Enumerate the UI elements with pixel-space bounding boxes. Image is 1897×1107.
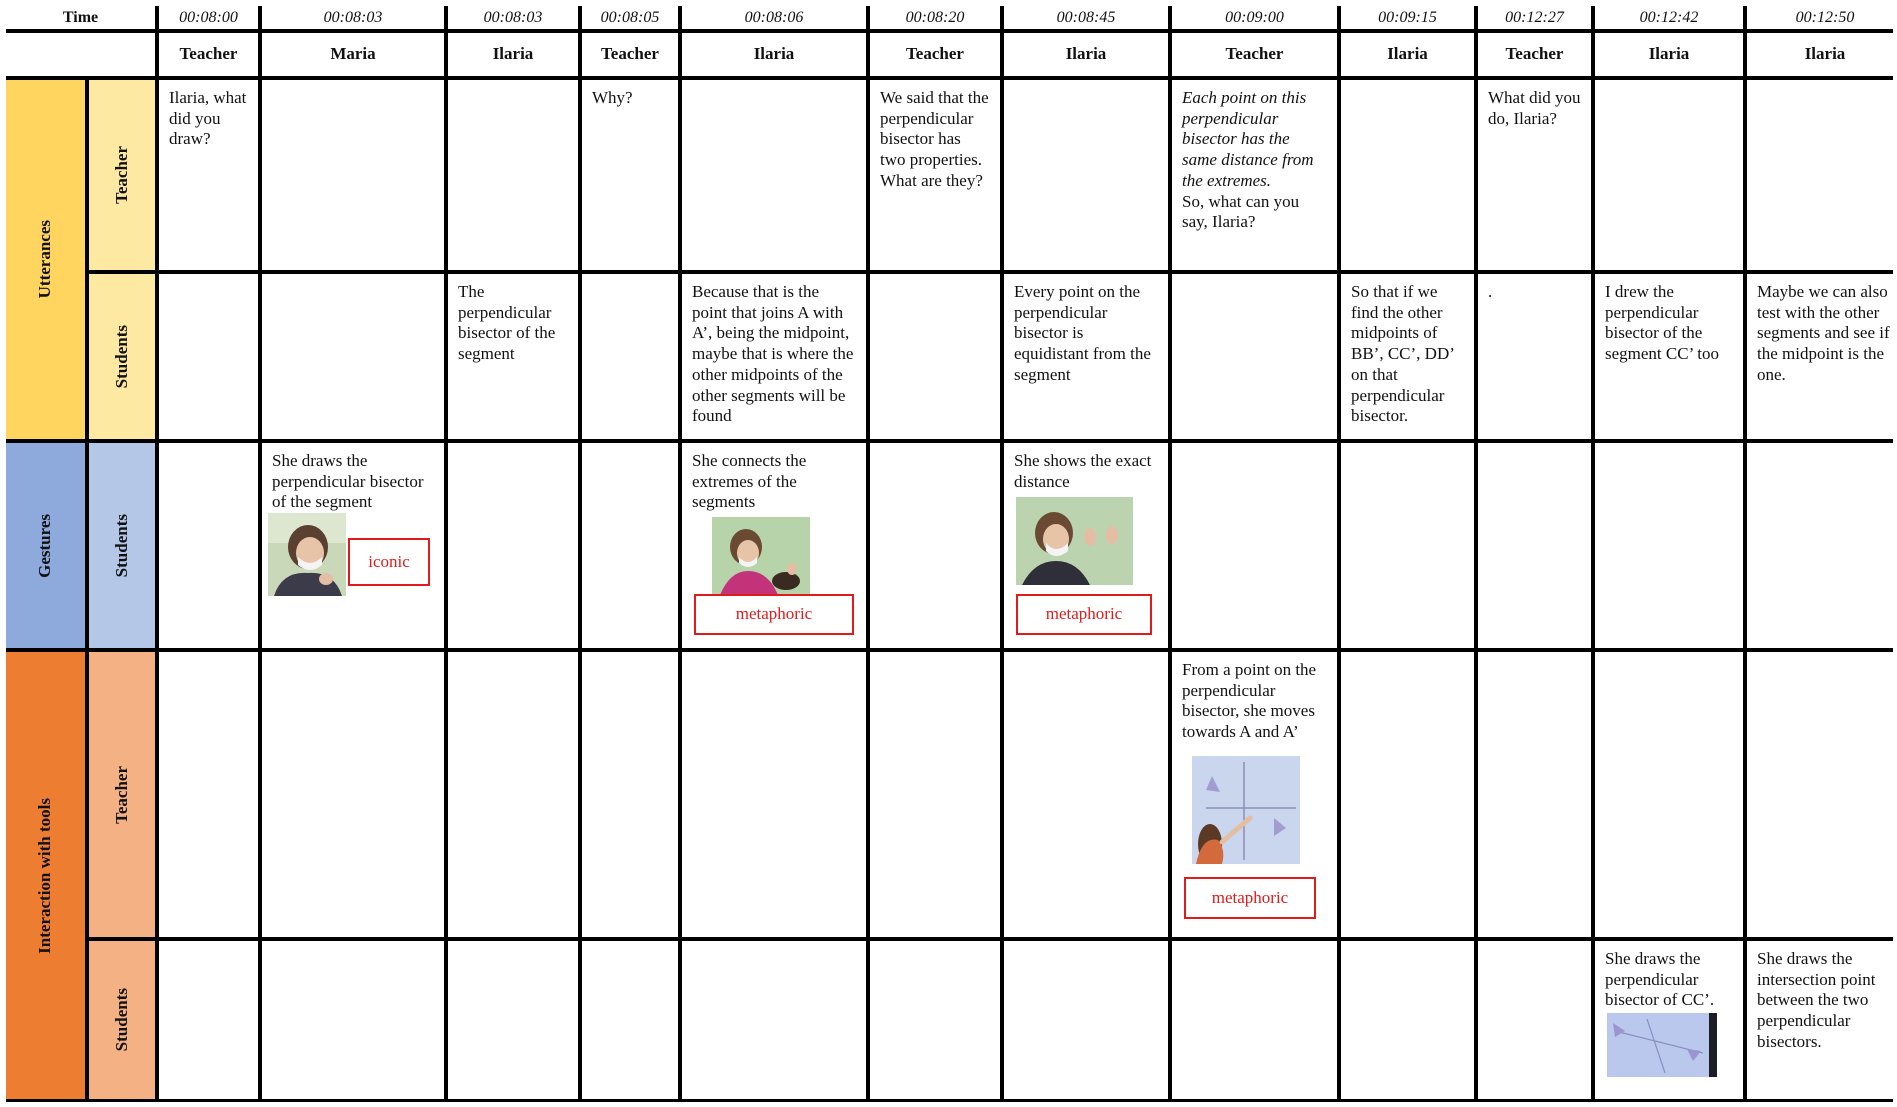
empty-cell (870, 443, 1000, 648)
gesture-photo (1016, 497, 1133, 585)
utterance-cell: Every point on the perpendicular bisector is equidistant from the segment (1004, 274, 1168, 439)
category-label: Gestures (35, 513, 55, 578)
subcategory-teacher (89, 652, 155, 937)
empty-cell (1341, 652, 1474, 937)
empty-cell (582, 274, 678, 439)
interaction-description: She draws the perpendicular bisector of CC’. (1605, 949, 1715, 1010)
time-cell: 00:12:50 (1747, 6, 1897, 29)
empty-cell (870, 274, 1000, 439)
empty-cell (1478, 941, 1591, 1099)
subcategory-label: Teacher (111, 765, 131, 824)
gesture-photo (712, 517, 810, 595)
gesture-cell (1004, 443, 1168, 648)
student-photo-image (1016, 497, 1133, 585)
gesture-cell (682, 443, 866, 648)
speaker-cell: Teacher (1478, 33, 1591, 76)
speaker-cell: Teacher (582, 33, 678, 76)
speaker-cell: Teacher (159, 33, 258, 76)
utterance-cell: . (1478, 274, 1591, 439)
time-cell: 00:08:00 (159, 6, 258, 29)
empty-cell (262, 274, 444, 439)
whiteboard-photo-image (1192, 756, 1300, 864)
time-cell: 00:09:00 (1172, 6, 1337, 29)
empty-cell (1478, 652, 1591, 937)
utterance-cell: So that if we find the other midpoints of BB’, CC’, DD’ on that perpendicular bisector. (1341, 274, 1474, 439)
empty-cell (582, 941, 678, 1099)
time-header: Time (6, 6, 155, 29)
interaction-cell (1172, 652, 1337, 937)
empty-cell (1595, 652, 1743, 937)
empty-cell (1004, 652, 1168, 937)
utterance-cell (1172, 80, 1337, 270)
interaction-photo (1607, 1013, 1717, 1077)
empty-cell (682, 80, 866, 270)
empty-cell (1478, 443, 1591, 648)
empty-cell (582, 652, 678, 937)
gesture-cell (262, 443, 444, 648)
empty-cell (870, 941, 1000, 1099)
empty-cell (1341, 80, 1474, 270)
board-photo-image (1607, 1013, 1717, 1077)
speaker-cell: Ilaria (448, 33, 578, 76)
time-cell: 00:08:45 (1004, 6, 1168, 29)
utterance-plain: So, what can you say, Ilaria? (1182, 191, 1300, 232)
utterance-cell: The perpendicular bisector of the segment (448, 274, 578, 439)
speaker-cell: Ilaria (1595, 33, 1743, 76)
empty-cell (682, 652, 866, 937)
gesture-tag: metaphoric (1016, 594, 1152, 635)
utterance-cell: I drew the perpendicular bisector of the segment CC’ too (1595, 274, 1743, 439)
speaker-cell: Teacher (1172, 33, 1337, 76)
time-cell: 00:08:05 (582, 6, 678, 29)
empty-cell (159, 652, 258, 937)
empty-cell (159, 274, 258, 439)
category-utterances (6, 80, 85, 439)
utterance-cell: What did you do, Ilaria? (1478, 80, 1591, 270)
interaction-cell: She draws the intersection point between the two perpendicular bisectors. (1747, 941, 1897, 1099)
empty-cell (870, 652, 1000, 937)
empty-cell (1172, 443, 1337, 648)
empty-cell (1747, 80, 1897, 270)
empty-cell (448, 652, 578, 937)
empty-cell (262, 941, 444, 1099)
subcategory-label: Students (111, 513, 131, 578)
interaction-cell (1595, 941, 1743, 1099)
empty-cell (1747, 443, 1897, 648)
category-label: Utterances (35, 220, 55, 299)
empty-cell (682, 941, 866, 1099)
gesture-photo (268, 513, 346, 596)
empty-cell (1172, 274, 1337, 439)
time-cell: 00:08:06 (682, 6, 866, 29)
observation-table (6, 6, 1893, 1102)
utterance-cell: Ilaria, what did you draw? (159, 80, 258, 270)
empty-cell (1747, 652, 1897, 937)
speaker-cell: Teacher (870, 33, 1000, 76)
utterance-cell: Because that is the point that joins A with A’, being the midpoint, maybe that is where the other midpoints of the other segments will be found (682, 274, 866, 439)
subcategory-students (89, 941, 155, 1099)
empty-cell (1172, 941, 1337, 1099)
utterance-cell: Why? (582, 80, 678, 270)
empty-cell (1004, 80, 1168, 270)
speaker-corner (6, 33, 155, 76)
gesture-description: She connects the extremes of the segments (692, 451, 807, 512)
speaker-cell: Ilaria (1004, 33, 1168, 76)
empty-cell (159, 443, 258, 648)
empty-cell (582, 443, 678, 648)
speaker-cell: Maria (262, 33, 444, 76)
speaker-cell: Ilaria (1341, 33, 1474, 76)
speaker-cell: Ilaria (1747, 33, 1897, 76)
empty-cell (1004, 941, 1168, 1099)
time-cell: 00:12:27 (1478, 6, 1591, 29)
gesture-description: She draws the perpendicular bisector of the segment (272, 451, 424, 512)
empty-cell (1595, 443, 1743, 648)
time-cell: 00:08:03 (448, 6, 578, 29)
gesture-description: She shows the exact distance (1014, 451, 1152, 491)
empty-cell (1341, 941, 1474, 1099)
utterance-italic: Each point on this perpendicular bisector has the same distance from the extremes. (1182, 88, 1314, 190)
subcategory-label: Students (111, 324, 131, 389)
empty-cell (262, 652, 444, 937)
student-photo-image (712, 517, 810, 595)
subcategory-label: Teacher (111, 146, 131, 204)
time-cell: 00:08:03 (262, 6, 444, 29)
interaction-description: From a point on the perpendicular bisector, she moves towards A and A’ (1182, 660, 1317, 742)
subcategory-students (89, 443, 155, 648)
category-gestures (6, 443, 85, 648)
subcategory-students (89, 274, 155, 439)
utterance-cell: Maybe we can also test with the other segments and see if the midpoint is the one. (1747, 274, 1897, 439)
subcategory-label: Students (111, 988, 131, 1052)
gesture-tag: iconic (348, 538, 430, 586)
time-cell: 00:12:42 (1595, 6, 1743, 29)
category-interaction (6, 652, 85, 1099)
gesture-tag: metaphoric (694, 594, 854, 635)
time-cell: 00:08:20 (870, 6, 1000, 29)
time-cell: 00:09:15 (1341, 6, 1474, 29)
empty-cell (448, 443, 578, 648)
category-label: Interaction with tools (35, 797, 55, 954)
empty-cell (1595, 80, 1743, 270)
student-photo-image (268, 513, 346, 596)
empty-cell (262, 80, 444, 270)
utterance-cell: We said that the perpendicular bisector has two properties. What are they? (870, 80, 1000, 270)
empty-cell (1341, 443, 1474, 648)
interaction-tag: metaphoric (1184, 877, 1316, 919)
empty-cell (448, 80, 578, 270)
empty-cell (159, 941, 258, 1099)
interaction-photo (1192, 756, 1300, 864)
speaker-cell: Ilaria (682, 33, 866, 76)
subcategory-teacher (89, 80, 155, 270)
empty-cell (448, 941, 578, 1099)
